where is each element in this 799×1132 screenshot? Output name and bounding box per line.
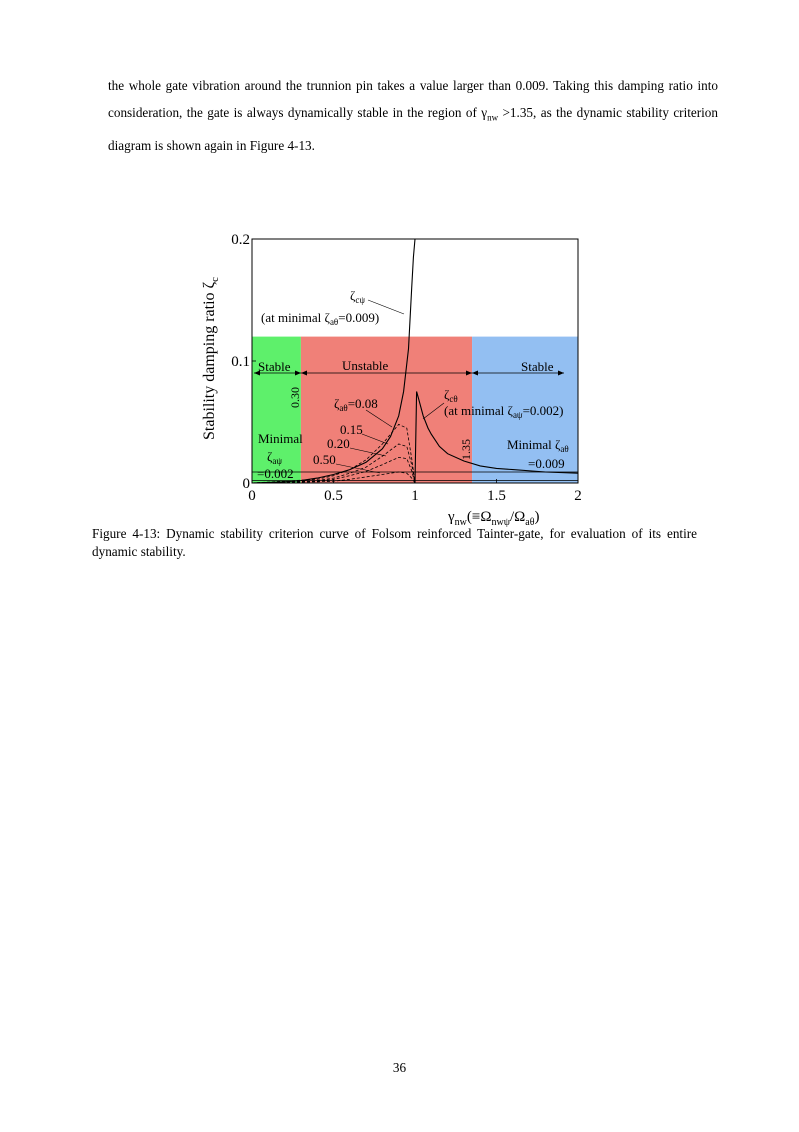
label-015: 0.15 [340, 422, 363, 437]
label-minimal-right-1: Minimal $\zeta_{a\theta}$ [507, 437, 569, 454]
label-min-apsi-002: (at minimal $\zeta_{a\psi}=0.002$) [444, 403, 564, 420]
label-020: 0.20 [327, 436, 350, 451]
label-zeta-cpsi: $\zeta_{c\psi}$ [350, 288, 366, 305]
label-minimal-left-2: $\zeta_{a\psi}$ [267, 449, 283, 466]
x-tick-label-1: 0.5 [324, 488, 343, 504]
figure-caption: Figure 4-13: Dynamic stability criterion curve of Folsom reinforced Tainter-gate, for evaluation of its entire dynamic stability. [92, 526, 697, 559]
label-min-atheta-009: (at minimal $\zeta_{a\theta}=0.009$) [261, 310, 380, 327]
region-label-unstable: Unstable [342, 358, 389, 373]
y-axis-label: Stability damping ratio $\zeta_c$ [201, 276, 221, 440]
x-tick-label-3: 1.5 [487, 488, 506, 504]
page-number: 36 [392, 1060, 407, 1075]
label-zeta-ctheta: $\zeta_{c\theta}$ [444, 387, 458, 404]
label-minimal-left-1: Minimal [258, 431, 303, 446]
y-tick-label-0: 0 [242, 476, 250, 492]
stability-criterion-chart [190, 222, 590, 527]
body-paragraph [108, 72, 718, 159]
boundary-label-135: 1.35 [459, 439, 473, 460]
y-tick-label-2: 0.2 [231, 232, 250, 248]
x-tick-label-0: 0 [248, 488, 256, 504]
paragraph-text-2: >1.35, as the dynamic stability criterion diagram is shown again in Figure 4-13. [108, 105, 718, 153]
region-label-stable-right: Stable [521, 359, 554, 374]
paragraph-text-1: the whole gate vibration around the trunnion pin takes a value larger than 0.009. Taking this damping ratio into consideration, the gate is always dynamically stable in the region of γ [108, 78, 718, 120]
x-tick-label-2: 1 [411, 488, 419, 504]
y-tick-label-1: 0.1 [231, 354, 250, 370]
x-axis-label: $\gamma_{nw}(\equiv\Omega_{nw\psi}/\Omega_{a\theta})$ [448, 509, 540, 527]
boundary-label-030: 0.30 [288, 387, 302, 408]
label-050: 0.50 [313, 452, 336, 467]
label-minimal-right-2: =0.009 [528, 456, 565, 471]
x-tick-label-4: 2 [574, 488, 582, 504]
region-label-stable-left: Stable [258, 359, 291, 374]
label-minimal-left-3: =0.002 [257, 466, 294, 481]
paragraph-subscript: nw [487, 112, 499, 123]
label-za-008: $\zeta_{a\theta}=0.08$ [334, 396, 378, 413]
